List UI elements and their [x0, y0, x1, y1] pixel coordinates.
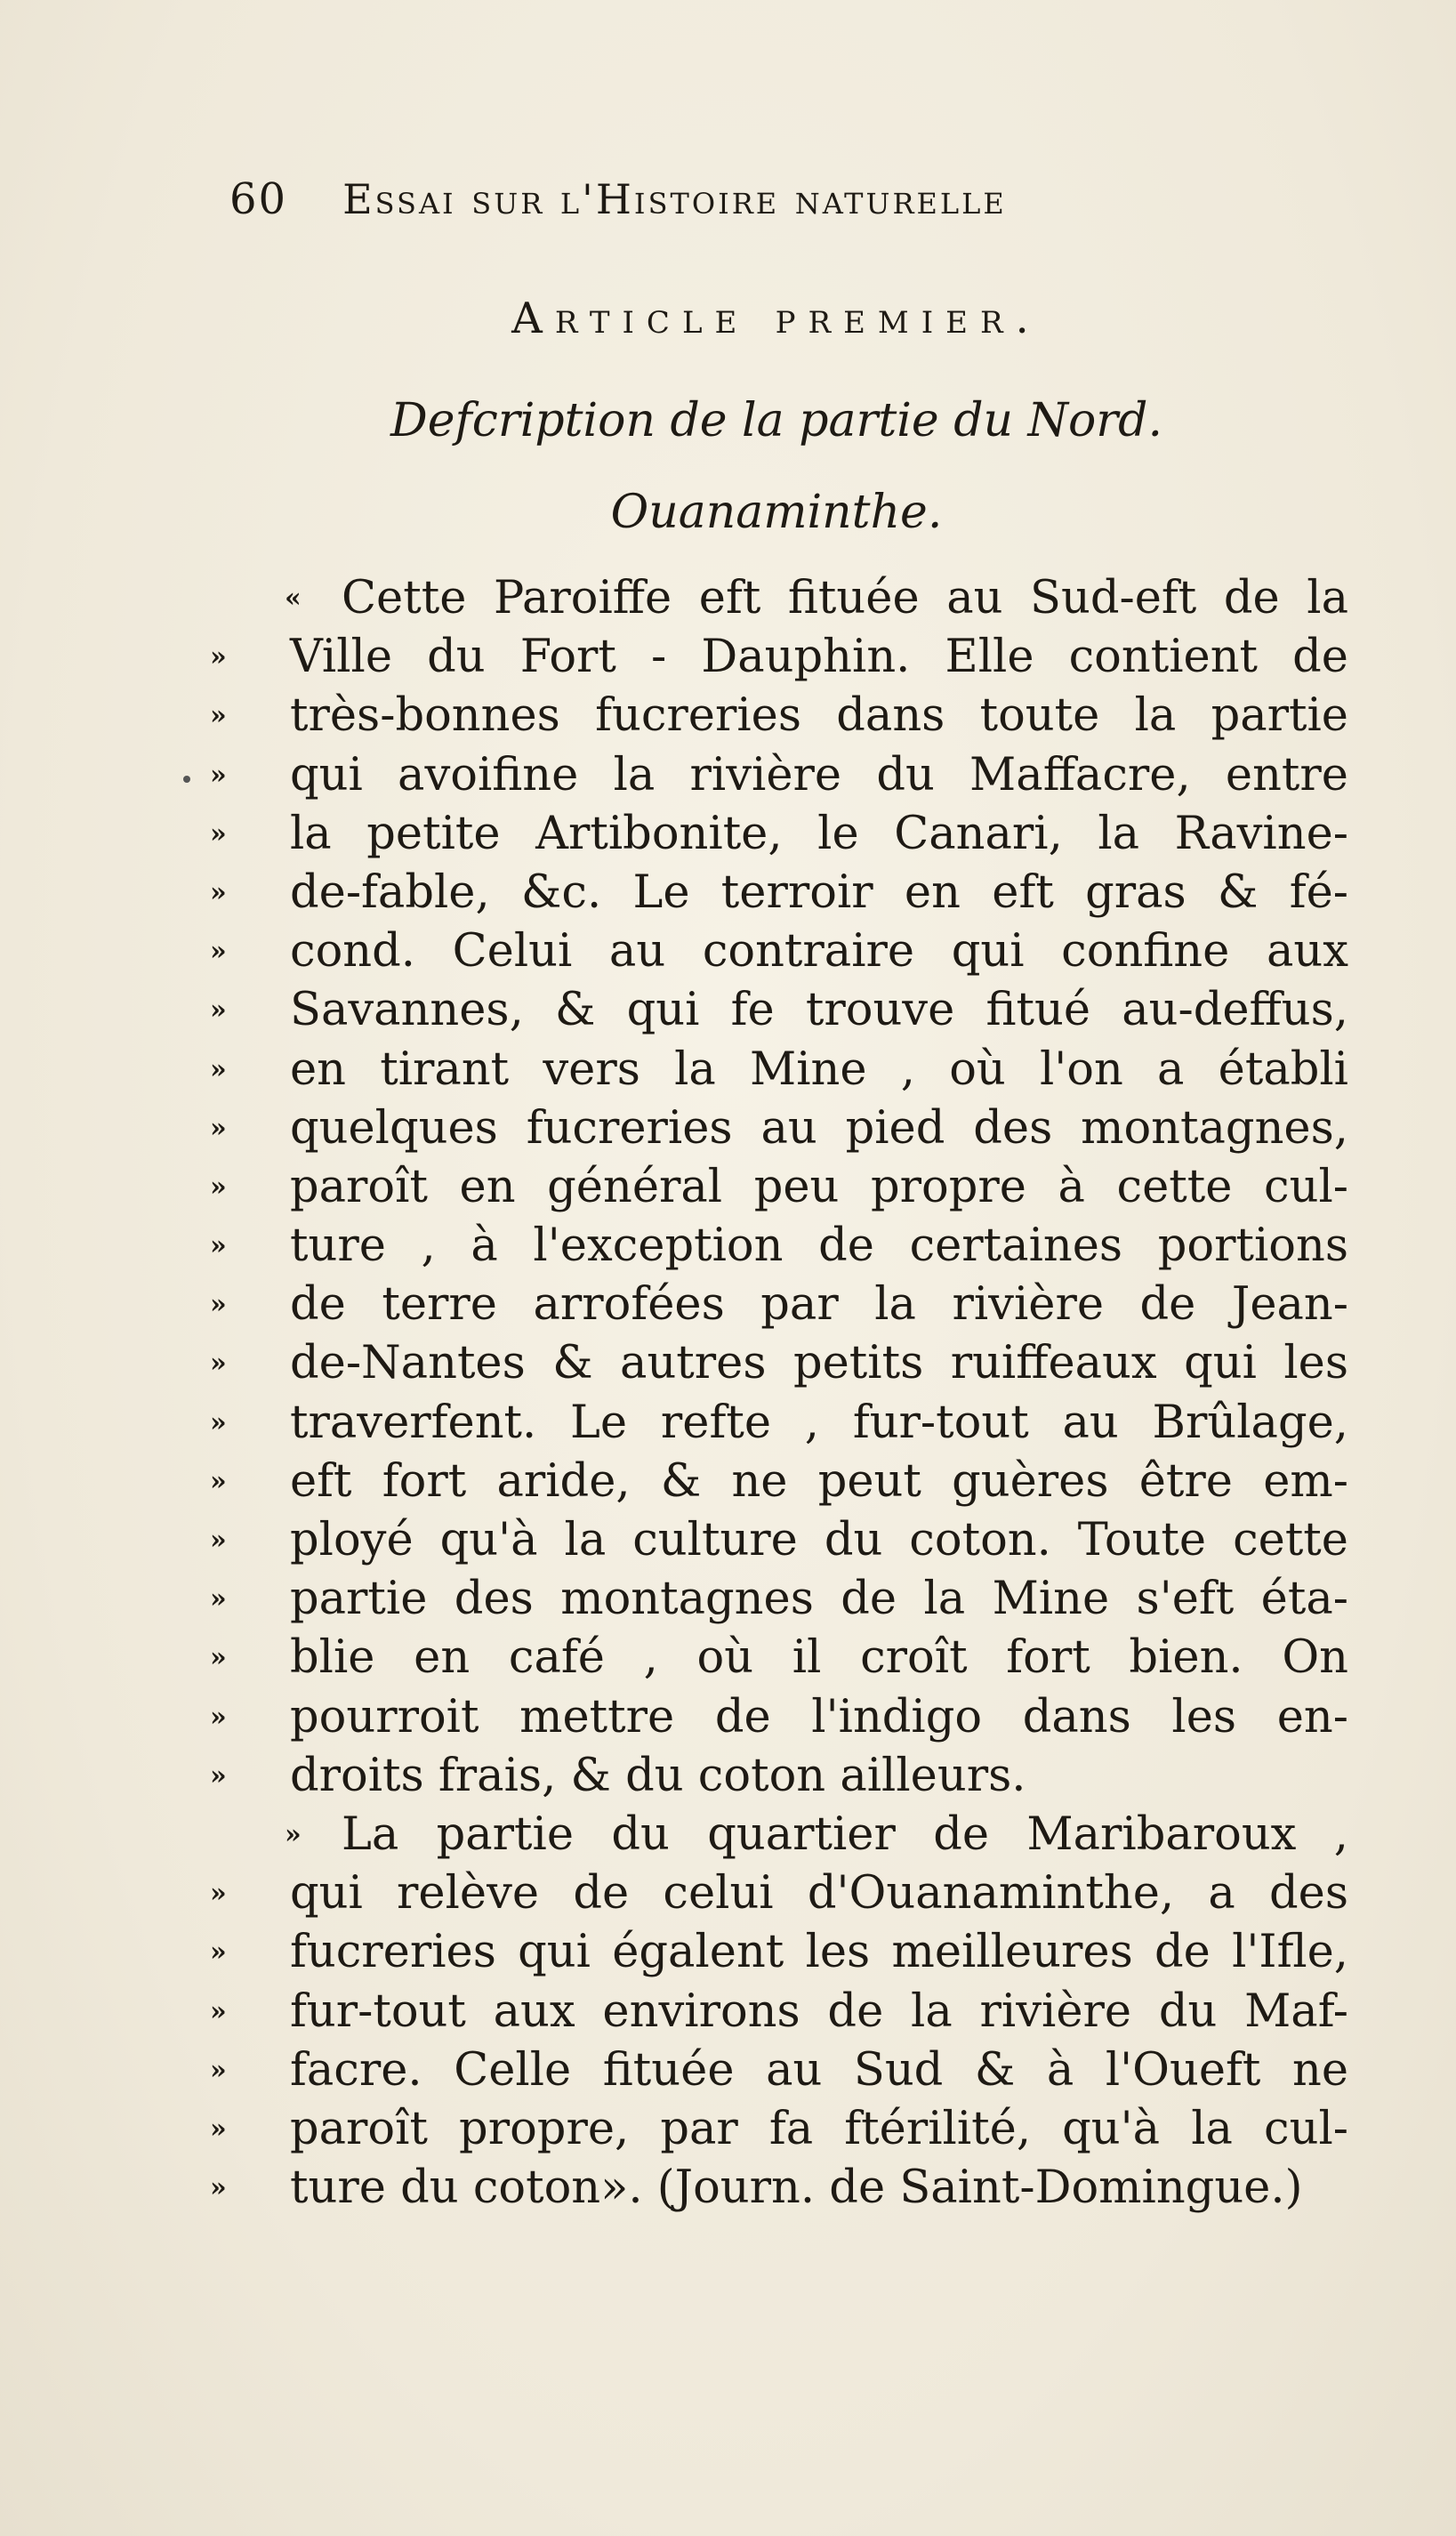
line-text: en tirant vers la Mine , où l'on a établi [290, 1043, 1348, 1096]
line-text: très-bonnes fucreries dans toute la partie [290, 689, 1348, 743]
line-text: Savannes, & qui fe trouve fitué au-deffus, [290, 984, 1348, 1037]
text-line [210, 1276, 1348, 1334]
line-text: cond. Celui au contraire qui confine aux [290, 925, 1348, 978]
line-text: qui avoifine la rivière du Maffacre, entre [290, 748, 1348, 801]
line-text: traverfent. Le refte , fur-tout au Brûlage, [290, 1396, 1348, 1449]
quote-mark: » [210, 1995, 227, 2027]
quote-mark: « [285, 583, 302, 614]
line-text: facre. Celle fituée au Sud & à l'Oueft ne [290, 2043, 1348, 2097]
quote-mark: » [210, 1642, 227, 1674]
line-text: droits frais, & du coton ailleurs. [290, 1749, 1026, 1802]
text-line [210, 1511, 1348, 1570]
margin-dot [183, 776, 190, 783]
line-text: Ville du Fort - Dauphin. Elle contient de [290, 631, 1348, 684]
text-line [210, 1334, 1348, 1393]
text-line [210, 1688, 1348, 1747]
quote-mark: » [210, 1583, 227, 1615]
quote-mark: » [210, 1171, 227, 1203]
quote-mark: » [210, 817, 227, 849]
line-text: eft fort aride, & ne peut guères être em- [290, 1454, 1348, 1508]
running-title: Essai sur l'Histoire naturelle [342, 175, 1007, 223]
quote-mark: » [210, 1053, 227, 1085]
quote-mark: » [210, 994, 227, 1026]
quote-mark: » [210, 1936, 227, 1968]
line-text: blie en café , où il croît fort bien. On [290, 1631, 1348, 1685]
article-title: Article premier. [511, 294, 1042, 343]
text-line [210, 2159, 1348, 2218]
quote-mark: » [210, 2054, 227, 2086]
line-text: paroît propre, par fa ftérilité, qu'à la cul- [290, 2102, 1348, 2155]
line-text: ployé qu'à la culture du coton. Toute cette [290, 1514, 1348, 1566]
body-text [210, 569, 1348, 2218]
quote-mark: » [210, 1465, 227, 1497]
line-text: partie des montagnes de la Mine s'eft éta- [290, 1573, 1348, 1626]
quote-mark: » [210, 936, 227, 968]
line-text: de-Nantes & autres petits ruiffeaux qui les [290, 1337, 1348, 1390]
text-line [210, 1923, 1348, 1982]
quote-mark: » [210, 2172, 227, 2204]
quote-mark: » [210, 1759, 227, 1791]
page-number: 60 [229, 174, 288, 224]
line-text: fur-tout aux environs de la rivière du Maf- [290, 1985, 1348, 2038]
quote-mark: » [210, 1406, 227, 1438]
line-text: ture du coton». (Journ. de Saint-Domingue.) [290, 2162, 1303, 2215]
text-line [210, 1453, 1348, 1511]
line-text: qui relève de celui d'Ouanaminthe, a des [290, 1867, 1348, 1920]
quote-mark: » [210, 1348, 227, 1380]
line-text: quelques fucreries au pied des montagnes, [290, 1101, 1348, 1155]
line-text: fucreries qui égalent les meilleures de l'Ifle, [290, 1926, 1348, 1979]
quote-mark: » [210, 1112, 227, 1144]
text-line [210, 981, 1348, 1040]
line-text: pourroit mettre de l'indigo dans les en- [290, 1690, 1348, 1743]
text-line [210, 1570, 1348, 1629]
text-line [210, 1629, 1348, 1687]
line-text: paroît en général peu propre à cette cul- [290, 1160, 1348, 1213]
running-header [229, 174, 1181, 237]
line-text: La partie du quartier de Maribaroux , [342, 1807, 1348, 1861]
text-line [210, 1158, 1348, 1217]
text-line [210, 2041, 1348, 2100]
line-text: de-fable, &c. Le terroir en eft gras & fé- [290, 865, 1348, 919]
section-subtitle: Defcription de la partie du Nord. [390, 394, 1162, 447]
place-subtitle: Ouanaminthe. [610, 486, 943, 539]
text-line [210, 1394, 1348, 1453]
line-text: ture , à l'exception de certaines portions [290, 1220, 1348, 1273]
text-line [210, 1099, 1348, 1158]
line-text: la petite Artibonite, le Canari, la Ravine- [290, 807, 1348, 860]
line-text: de terre arrofées par la rivière de Jean- [290, 1278, 1348, 1332]
text-line [210, 1983, 1348, 2041]
text-line [210, 628, 1348, 687]
text-line [210, 1864, 1348, 1923]
text-line [210, 569, 1348, 628]
text-line [210, 1041, 1348, 1099]
text-line [210, 864, 1348, 922]
text-line [210, 1217, 1348, 1276]
line-text: Cette Paroiffe eft fituée au Sud-eft de la [342, 572, 1348, 624]
text-line [210, 805, 1348, 864]
quote-mark: » [210, 700, 227, 732]
text-line [210, 687, 1348, 745]
text-line [210, 1806, 1348, 1864]
text-line [210, 922, 1348, 981]
quote-mark: » [210, 1525, 227, 1556]
quote-mark: » [210, 876, 227, 908]
quote-mark: » [210, 1878, 227, 1910]
text-line [210, 746, 1348, 805]
quote-mark: » [210, 2113, 227, 2145]
quote-mark: » [210, 641, 227, 673]
quote-mark: » [210, 1289, 227, 1321]
text-line [210, 1747, 1348, 1806]
quote-mark: » [210, 1230, 227, 1262]
quote-mark: » [210, 1701, 227, 1733]
quote-mark: » [285, 1818, 302, 1850]
quote-mark: » [210, 759, 227, 791]
text-line [210, 2100, 1348, 2159]
